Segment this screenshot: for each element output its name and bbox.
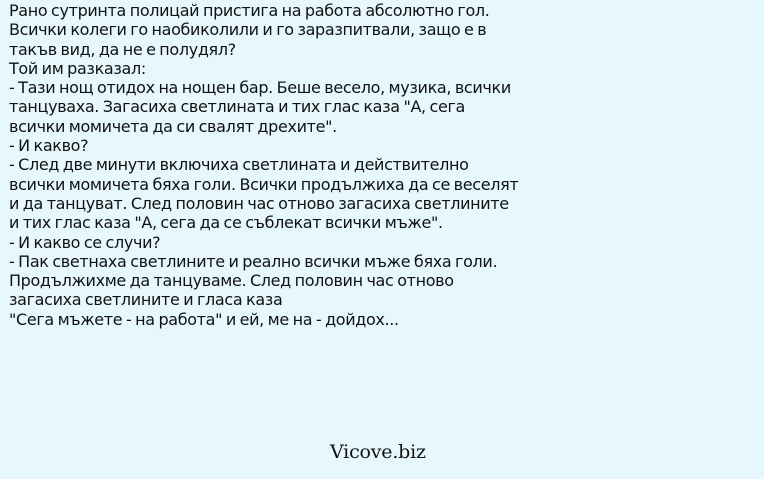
joke-line: всички момичета бяха голи. Всички продължиха да се веселят bbox=[9, 174, 519, 194]
joke-line: - След две минути включиха светлината и действително bbox=[9, 155, 469, 175]
joke-line: - И какво? bbox=[9, 136, 89, 156]
joke-line: Той им разказал: bbox=[9, 58, 146, 78]
joke-line: Всички колеги го наобиколили и го заразпитвали, защо е в bbox=[9, 20, 487, 40]
joke-line: - Тази нощ отидох на нощен бар. Беше весело, музика, всички bbox=[9, 78, 511, 98]
joke-line: такъв вид, да не е полудял? bbox=[9, 39, 236, 59]
joke-line: Продължихме да танцуваме. След половин час отново bbox=[9, 271, 454, 291]
joke-line: всички момичета да си свалят дрехите". bbox=[9, 116, 337, 136]
joke-line: и тих глас каза "А, сега да се съблекат всички мъже". bbox=[9, 213, 443, 233]
joke-line: "Сега мъжете - на работа" и ей, ме на - дойдох... bbox=[9, 309, 399, 329]
site-watermark: Vicove.biz bbox=[330, 441, 426, 463]
joke-line: - Пак светнаха светлините и реално всички мъже бяха голи. bbox=[9, 251, 498, 271]
joke-line: и да танцуват. След половин час отново загасиха светлините bbox=[9, 193, 509, 213]
joke-text bbox=[9, 1, 759, 329]
joke-line: - И какво се случи? bbox=[9, 232, 161, 252]
joke-line: танцуваха. Загасиха светлината и тих глас каза "А, сега bbox=[9, 97, 465, 117]
joke-line: Рано сутринта полицай пристига на работа абсолютно гол. bbox=[9, 1, 490, 20]
joke-line: загасиха светлините и гласа каза bbox=[9, 290, 283, 310]
